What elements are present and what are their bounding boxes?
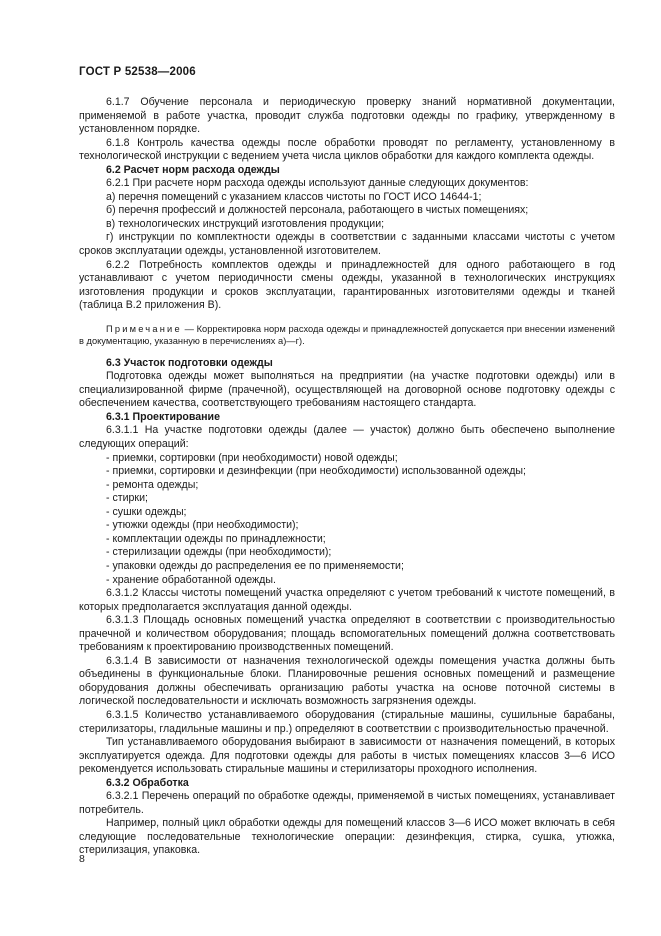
document-body [79, 96, 615, 858]
list-item-a: а) перечня помещений с указанием классов чистоты по ГОСТ ИСО 14644-1; [106, 190, 482, 203]
list-item-b: б) перечня профессий и должностей персонала, работающего в чистых помещениях; [106, 204, 529, 217]
operation-list-item: - упаковки одежды до распределения ее по применяемости; [106, 559, 404, 572]
operation-list-item: - приемки, сортировки и дезинфекции (при необходимости) использованной одежды; [106, 465, 526, 478]
section-heading-6-3: 6.3 Участок подготовки одежды [106, 356, 273, 369]
paragraph-6-1-7: 6.1.7 Обучение персонала и периодическую проверку знаний нормативной документации, применяемой в работе участка, проводит служба подготовки одежды по графику, утвержденному в установленном порядке. [79, 96, 615, 136]
paragraph-6-3-2-1: 6.3.2.1 Перечень операций по обработке одежды, применяемой в чистых помещениях, устанавливает потребитель. [79, 790, 615, 816]
paragraph-6-3-1-5-continued: Тип устанавливаемого оборудования выбирают в зависимости от назначения помещений, в которых эксплуатируется одежда. Для подготовки одежды для работы в чистых помещениях классов 3—6 ИСО рекомендуется использовать стиральные машины и стерилизаторы проходного исполнения. [79, 736, 615, 776]
paragraph-6-3-1-3: 6.3.1.3 Площадь основных помещений участка определяют в соответствии с производительностью прачечной и количеством оборудования; площадь вспомогательных помещений должна соответствовать требованиям к проектированию производственных помещений. [79, 614, 615, 654]
document-header: ГОСТ Р 52538—2006 [79, 66, 196, 78]
paragraph-6-3: Подготовка одежды может выполняться на предприятии (на участке подготовки одежды) или в специализированной фирме (прачечной), осуществляющей на договорной основе подготовку одежды с обеспечением качества, соответствующего требованиям настоящего стандарта. [79, 370, 615, 410]
note [79, 323, 615, 348]
operation-list-item: - комплектации одежды по принадлежности; [106, 532, 326, 545]
list-item-v: в) технологических инструкций изготовления продукции; [106, 217, 385, 230]
section-heading-6-2: 6.2 Расчет норм расхода одежды [106, 163, 280, 176]
subsection-heading-6-3-1: 6.3.1 Проектирование [106, 410, 220, 423]
paragraph-6-3-1-5: 6.3.1.5 Количество устанавливаемого оборудования (стиральные машины, сушильные барабаны, стерилизаторы, гладильные машины и пр.) определяют в соответствии с производительностью прачечной. [79, 708, 615, 735]
paragraph-6-3-1-4: 6.3.1.4 В зависимости от назначения технологической одежды помещения участка должны быть объединены в функциональные блоки. Планировочные решения основных помещений и размещение оборудования должны обеспечивать организацию работы участка на основе поточной системы в логической последовательности и исключать возможность загрязнения одежды. [79, 654, 615, 708]
operation-list-item: - сушки одежды; [106, 505, 187, 518]
paragraph-6-1-8: 6.1.8 Контроль качества одежды после обработки проводят по регламенту, установленному в технологической инструкции с ведением учета числа циклов обработки для каждого комплекта одежды. [79, 136, 615, 163]
operation-list-item: - приемки, сортировки (при необходимости) новой одежды; [106, 451, 398, 464]
paragraph-6-3-2-1-example: Например, полный цикл обработки одежды для помещений классов 3—6 ИСО может включать в себя следующие последовательные технологические операции: дезинфекция, стирка, сушка, утюжка, стерилизация, упаковка. [79, 817, 615, 857]
paragraph-6-2-1: 6.2.1 При расчете норм расхода одежды используют данные следующих документов: [106, 177, 529, 190]
subsection-heading-6-3-2: 6.3.2 Обработка [106, 776, 189, 789]
operation-list-item: - стерилизации одежды (при необходимости); [106, 546, 332, 559]
note-text: — Корректировка норм расхода одежды и принадлежностей допускается при внесении изменений в документацию, указанную в перечислениях а)—г). [79, 323, 615, 347]
list-item-g: г) инструкции по комплектности одежды в соответствии с заданными классами чистоты с учетом сроков эксплуатации одежды, установленной изготовителем. [79, 231, 615, 258]
paragraph-6-3-1-1: 6.3.1.1 На участке подготовки одежды (далее — участок) должно быть обеспечено выполнение следующих операций: [79, 424, 615, 451]
operation-list-item: - хранение обработанной одежды. [106, 573, 276, 586]
operation-list-item: - ремонта одежды; [106, 478, 199, 491]
paragraph-6-3-1-2: 6.3.1.2 Классы чистоты помещений участка определяют с учетом требований к чистоте помещений, в которых предполагается эксплуатация данной одежды. [79, 587, 615, 613]
operation-list-item: - утюжки одежды (при необходимости); [106, 519, 299, 532]
paragraph-6-2-2: 6.2.2 Потребность комплектов одежды и принадлежностей для одного работающего в год устанавливают с учетом периодичности смены одежды, указанной в технологических инструкциях изготовления продукции и сроков эксплуатации, гарантированных изготовителями одежды и тканей (таблица В.2 приложения В). [79, 258, 615, 312]
note-label: Примечание [106, 323, 182, 334]
operation-list-item: - стирки; [106, 492, 148, 505]
page-number: 8 [79, 853, 85, 865]
